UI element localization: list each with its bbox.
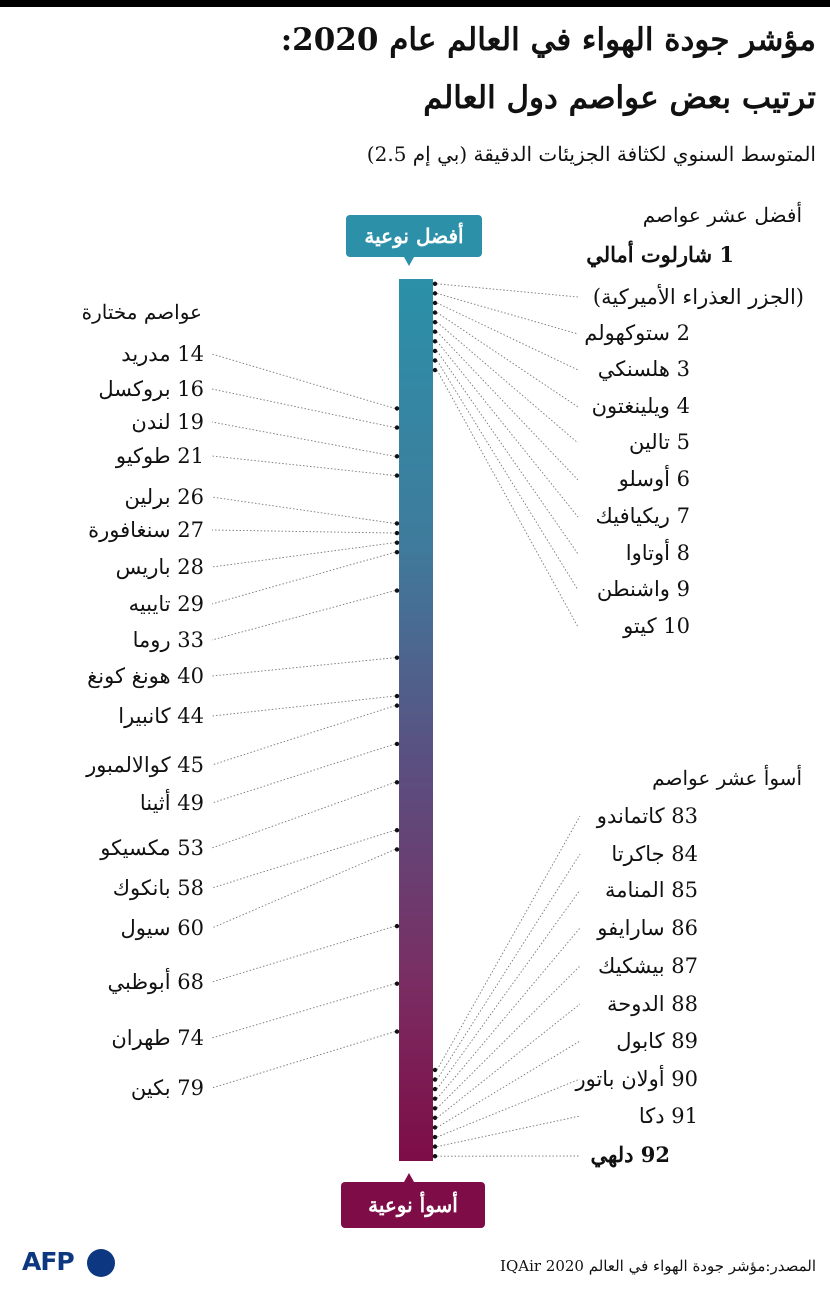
selected-leader-line [212,389,395,428]
best-leader-line [437,284,578,297]
best-leader-line [437,293,578,334]
best-rank-dot [433,301,437,305]
best-rank-dot [433,368,437,372]
best-leader-line [437,341,578,517]
selected-rank-dot [395,521,399,525]
worst-leader-line [437,890,580,1089]
worst-rank-dot [433,1087,437,1091]
callout-best-quality: أفضل نوعية [346,215,482,257]
selected-city-label: 28 باريس [115,555,204,579]
selected-leader-line [212,696,395,716]
worst-rank-dot [433,1077,437,1081]
selected-city-label: 60 سيول [120,916,204,940]
best-city-label-note: (الجزر العذراء الأميركية) [592,285,804,309]
selected-rank-dot [395,473,399,477]
selected-city-label: 53 مكسيكو [100,836,204,860]
selected-city-label: 40 هونغ كونغ [87,664,204,688]
best-leader-line [437,322,578,443]
title-line-1: مؤشر جودة الهواء في العالم عام 2020: [280,22,816,58]
best-leader-line [437,332,578,480]
selected-city-label: 16 بروكسل [98,377,204,401]
selected-leader-line [212,984,395,1038]
worst-rank-dot [433,1096,437,1100]
callout-worst-quality: أسوأ نوعية [341,1182,485,1228]
selected-city-label: 49 أثينا [139,791,204,815]
callout-best-pointer [404,257,414,266]
worst-rank-dot [433,1144,437,1148]
worst-city-label: 87 بيشكيك [598,954,698,978]
selected-rank-dot [395,924,399,928]
selected-leader-line [212,1032,395,1088]
worst-leader-line [437,966,580,1108]
worst-city-label: 86 سارايفو [597,916,698,940]
worst-leader-line [437,928,580,1099]
selected-leader-line [212,543,395,567]
worst-city-label: 90 أولان باتور [575,1067,698,1091]
selected-city-label: 21 طوكيو [115,444,204,468]
selected-leader-line [212,530,395,533]
selected-city-label: 33 روما [132,628,204,652]
worst-leader-line [437,1041,580,1127]
worst-rank-dot [433,1154,437,1158]
callout-worst-pointer [404,1173,414,1182]
worst-rank-dot [433,1068,437,1072]
afp-logo: AFP [22,1247,74,1276]
selected-city-label: 68 أبوظبي [107,970,204,994]
best-rank-dot [433,310,437,314]
worst-city-label: 89 كابول [616,1029,698,1053]
worst-leader-line [437,1004,580,1118]
best-leader-line [437,313,578,407]
best-rank-dot [433,358,437,362]
selected-rank-dot [395,655,399,659]
selected-rank-dot [395,588,399,592]
selected-leader-line [212,658,395,676]
best-rank-dot [433,330,437,334]
best-city-label: 8 أوتاوا [625,541,690,565]
worst-rank-dot [433,1135,437,1139]
selected-rank-dot [395,694,399,698]
worst-leader-line [437,1116,580,1147]
worst-leader-line [437,1079,580,1137]
selected-leader-line [212,849,395,928]
selected-city-label: 14 مدريد [121,342,204,366]
selected-rank-dot [395,847,399,851]
selected-rank-dot [395,550,399,554]
heading-worst-ten: أسوأ عشر عواصم [652,766,802,790]
selected-leader-line [212,782,395,848]
best-city-label: 10 كيتو [623,614,690,638]
worst-city-label: 83 كاتماندو [596,804,698,828]
afp-logo-dot [87,1249,115,1277]
selected-leader-line [212,744,395,803]
selected-leader-line [212,422,395,456]
source-note: المصدر:مؤشر جودة الهواء في العالم IQAir 2020 [500,1257,816,1275]
selected-leader-line [212,926,395,982]
selected-rank-dot [395,531,399,535]
selected-city-label: 45 كوالالمبور [86,753,204,777]
selected-city-label: 79 بكين [130,1076,204,1100]
best-city-label: 4 ويلينغتون [591,394,690,418]
selected-rank-dot [395,828,399,832]
selected-city-label: 44 كانبيرا [118,704,204,728]
best-city-label: 1 شارلوت أمالي [586,242,734,267]
worst-city-label: 84 جاكرتا [611,842,698,866]
selected-leader-line [212,706,395,765]
worst-city-label: 88 الدوحة [606,992,698,1016]
best-leader-line [437,351,578,554]
worst-rank-dot [433,1125,437,1129]
selected-city-label: 19 لندن [131,410,204,434]
selected-rank-dot [395,703,399,707]
best-city-label: 6 أوسلو [618,467,690,491]
worst-city-label: 92 دلهي [590,1142,670,1167]
selected-leader-line [212,497,395,523]
best-city-label: 5 تالين [628,430,690,454]
selected-rank-dot [395,981,399,985]
selected-rank-dot [395,540,399,544]
heading-best-ten: أفضل عشر عواصم [642,203,802,227]
selected-leader-line [212,456,395,476]
worst-rank-dot [433,1116,437,1120]
selected-rank-dot [395,454,399,458]
selected-rank-dot [395,780,399,784]
selected-city-label: 27 سنغافورة [88,518,204,542]
selected-leader-line [212,830,395,888]
best-city-label: 2 ستوكهولم [584,321,690,345]
best-city-label: 9 واشنطن [596,577,690,601]
best-rank-dot [433,349,437,353]
best-rank-dot [433,320,437,324]
selected-leader-line [212,354,395,408]
best-rank-dot [433,282,437,286]
best-city-label: 7 ريكيافيك [595,504,690,528]
heading-selected-capitals: عواصم مختارة [81,300,202,324]
worst-rank-dot [433,1106,437,1110]
selected-rank-dot [395,406,399,410]
selected-rank-dot [395,1029,399,1033]
selected-rank-dot [395,425,399,429]
subtitle: المتوسط السنوي لكثافة الجزيئات الدقيقة (بي إم 2.5) [366,142,816,166]
worst-leader-line [437,854,580,1080]
worst-city-label: 91 دكا [638,1104,698,1128]
selected-leader-line [212,552,395,604]
selected-city-label: 29 تايبيه [128,592,204,616]
best-rank-dot [433,291,437,295]
title-line-2: ترتيب بعض عواصم دول العالم [423,80,816,116]
best-city-label: 3 هلسنكي [597,357,690,381]
best-leader-line [437,360,578,590]
selected-city-label: 26 برلين [124,485,204,509]
worst-city-label: 85 المنامة [604,878,698,902]
selected-city-label: 74 طهران [111,1026,204,1050]
best-rank-dot [433,339,437,343]
selected-leader-line [212,591,395,640]
best-leader-line [437,370,578,627]
selected-rank-dot [395,742,399,746]
selected-city-label: 58 بانكوك [112,876,204,900]
worst-leader-line [437,816,580,1070]
